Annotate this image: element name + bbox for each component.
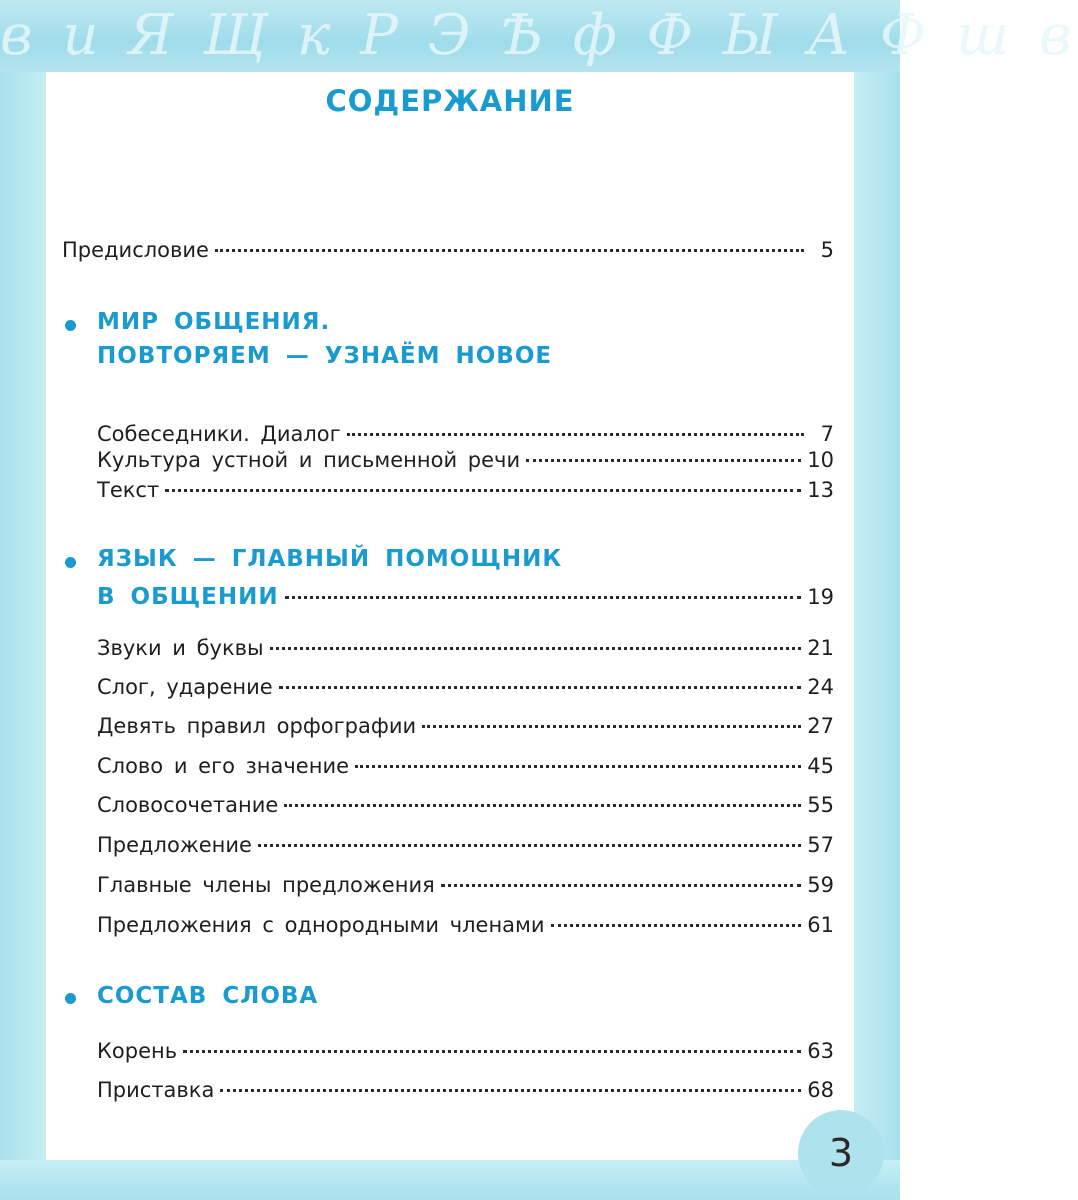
toc-row[interactable] (97, 1076, 834, 1104)
toc-row[interactable] (97, 831, 834, 859)
dot-leader (183, 1050, 801, 1053)
dot-leader (284, 804, 801, 807)
section-heading-2-line1[interactable] (97, 542, 837, 576)
toc-item-label: Корень (97, 1039, 178, 1063)
toc-row[interactable] (97, 1037, 834, 1065)
dot-leader (165, 489, 801, 492)
top-decor-band (0, 0, 1078, 72)
toc-item-label: Слово и его значение (97, 754, 350, 778)
dot-leader (215, 249, 804, 252)
dot-leader (422, 725, 801, 728)
toc-item-label: Предложения с однородными членами (97, 913, 545, 937)
dot-leader (551, 924, 802, 927)
toc-item-label: Звуки и буквы (97, 636, 264, 660)
section-heading-1[interactable] (97, 305, 837, 373)
dot-leader (279, 686, 802, 689)
toc-item-page: 7 (820, 422, 834, 446)
toc-row[interactable] (97, 420, 834, 448)
section-title-line1: СОСТАВ СЛОВА (97, 983, 319, 1009)
toc-item-label: Приставка (97, 1078, 215, 1102)
right-decor-band (854, 72, 900, 1200)
toc-item-page: 10 (807, 448, 834, 472)
toc-row[interactable] (97, 871, 834, 899)
dot-leader (526, 459, 801, 462)
toc-item-label: Слог, ударение (97, 675, 273, 699)
toc-item-label: Предисловие (62, 238, 209, 262)
section-heading-3[interactable] (97, 979, 837, 1013)
toc-row[interactable] (97, 446, 834, 474)
section-title-line2: ПОВТОРЯЕМ — УЗНАЁМ НОВОЕ (97, 343, 553, 369)
toc-item-page: 63 (807, 1039, 834, 1063)
section-bullet-icon (65, 320, 76, 331)
toc-item-label: Девять правил орфографии (97, 714, 417, 738)
toc-item-page: 19 (807, 585, 834, 609)
decor-letters: в и Я Щ к Р Э Ѣ ф Ф Ы А Ф ш в (0, 3, 1078, 68)
toc-row-preface[interactable] (62, 236, 834, 264)
toc-row[interactable] (97, 791, 834, 819)
section-bullet-icon (65, 557, 76, 568)
section-title-line2: В ОБЩЕНИИ (97, 584, 279, 610)
left-decor-band (0, 72, 46, 1200)
toc-row[interactable] (97, 476, 834, 504)
toc-item-label: Предложение (97, 833, 252, 857)
toc-item-page: 45 (807, 754, 834, 778)
toc-item-page: 61 (807, 913, 834, 937)
page-number: 3 (798, 1110, 884, 1196)
dot-leader (441, 884, 802, 887)
dot-leader (220, 1089, 801, 1092)
section-title-line1: ЯЗЫК — ГЛАВНЫЙ ПОМОЩНИК (97, 546, 563, 572)
dot-leader (270, 647, 802, 650)
bottom-decor-band (0, 1160, 900, 1200)
toc-row[interactable] (97, 911, 834, 939)
toc-item-label: Главные члены предложения (97, 873, 435, 897)
dot-leader (285, 596, 802, 599)
toc-row[interactable] (97, 712, 834, 740)
section-heading-2-line2[interactable] (97, 580, 834, 614)
toc-row[interactable] (97, 673, 834, 701)
toc-row[interactable] (97, 634, 834, 662)
toc-item-page: 55 (807, 793, 834, 817)
dot-leader (258, 844, 801, 847)
toc-item-page: 59 (807, 873, 834, 897)
dot-leader (355, 765, 801, 768)
toc-item-label: Текст (97, 478, 160, 502)
section-bullet-icon (65, 993, 76, 1004)
toc-item-label: Словосочетание (97, 793, 279, 817)
toc-item-label: Собеседники. Диалог (97, 422, 341, 446)
section-title-line1: МИР ОБЩЕНИЯ. (97, 309, 331, 335)
toc-item-page: 5 (820, 238, 834, 262)
toc-item-page: 27 (807, 714, 834, 738)
toc-item-page: 24 (807, 675, 834, 699)
toc-item-label: Культура устной и письменной речи (97, 448, 521, 472)
toc-row[interactable] (97, 752, 834, 780)
toc-item-page: 13 (807, 478, 834, 502)
toc-item-page: 57 (807, 833, 834, 857)
dot-leader (347, 433, 804, 436)
toc-item-page: 68 (807, 1078, 834, 1102)
page-title: СОДЕРЖАНИЕ (325, 84, 575, 118)
toc-item-page: 21 (807, 636, 834, 660)
